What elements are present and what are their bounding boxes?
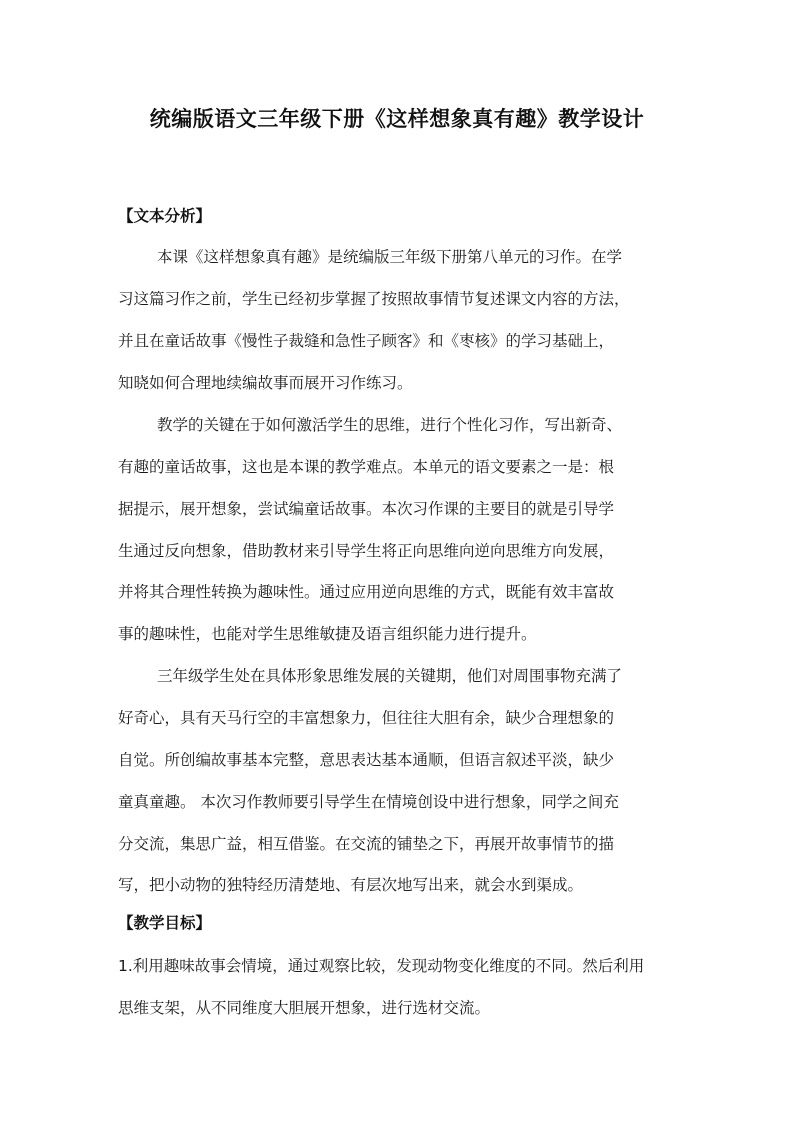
document-title: 统编版语文三年级下册《这样想象真有趣》教学设计 <box>149 107 645 131</box>
paragraph-line: 好奇心，具有天马行空的丰富想象力，但往往大胆有余，缺少合理想象的 <box>118 709 615 727</box>
paragraph-line: 并将其合理性转换为趣味性。通过应用逆向思维的方式，既能有效丰富故 <box>118 583 615 601</box>
paragraph-line: 事的趣味性，也能对学生思维敏捷及语言组织能力进行提升。 <box>118 625 537 643</box>
paragraph-line: 三年级学生处在具体形象思维发展的关键期，他们对周围事物充满了 <box>157 667 623 685</box>
paragraph-line: 知晓如何合理地续编故事而展开习作练习。 <box>118 374 413 392</box>
paragraph-line: 1.利用趣味故事会情境，通过观察比较，发现动物变化维度的不同。然后利用 <box>118 957 645 975</box>
paragraph-line: 写，把小动物的独特经历清楚地、有层次地写出来，就会水到渠成。 <box>118 876 584 894</box>
paragraph-line: 自觉。所创编故事基本完整，意思表达基本通顺，但语言叙述平淡，缺少 <box>118 751 615 769</box>
paragraph-line: 并且在童话故事《慢性子裁缝和急性子顾客》和《枣核》的学习基础上， <box>118 332 615 350</box>
paragraph-line: 教学的关键在于如何激活学生的思维，进行个性化习作，写出新奇、 <box>157 416 623 434</box>
paragraph-line: 思维支架，从不同维度大胆展开想象，进行选材交流。 <box>118 999 491 1017</box>
paragraph-line: 分交流，集思广益，相互借鉴。在交流的铺垫之下，再展开故事情节的描 <box>118 835 615 853</box>
paragraph-line: 据提示，展开想象，尝试编童话故事。本次习作课的主要目的就是引导学 <box>118 500 615 518</box>
paragraph-line: 本课《这样想象真有趣》是统编版三年级下册第八单元的习作。在学 <box>157 248 623 266</box>
section-heading-text-analysis: 【文本分析】 <box>118 207 212 225</box>
paragraph-line: 童真童趣。 本次习作教师要引导学生在情境创设中进行想象，同学之间充 <box>118 793 619 811</box>
paragraph-line: 生通过反向想象，借助教材来引导学生将正向思维向逆向思维方向发展， <box>118 542 615 560</box>
paragraph-line: 有趣的童话故事，这也是本课的教学难点。本单元的语文要素之一是：根 <box>118 458 615 476</box>
section-heading-teaching-goals: 【教学目标】 <box>118 914 212 932</box>
paragraph-line: 习这篇习作之前，学生已经初步掌握了按照故事情节复述课文内容的方法， <box>118 290 630 308</box>
